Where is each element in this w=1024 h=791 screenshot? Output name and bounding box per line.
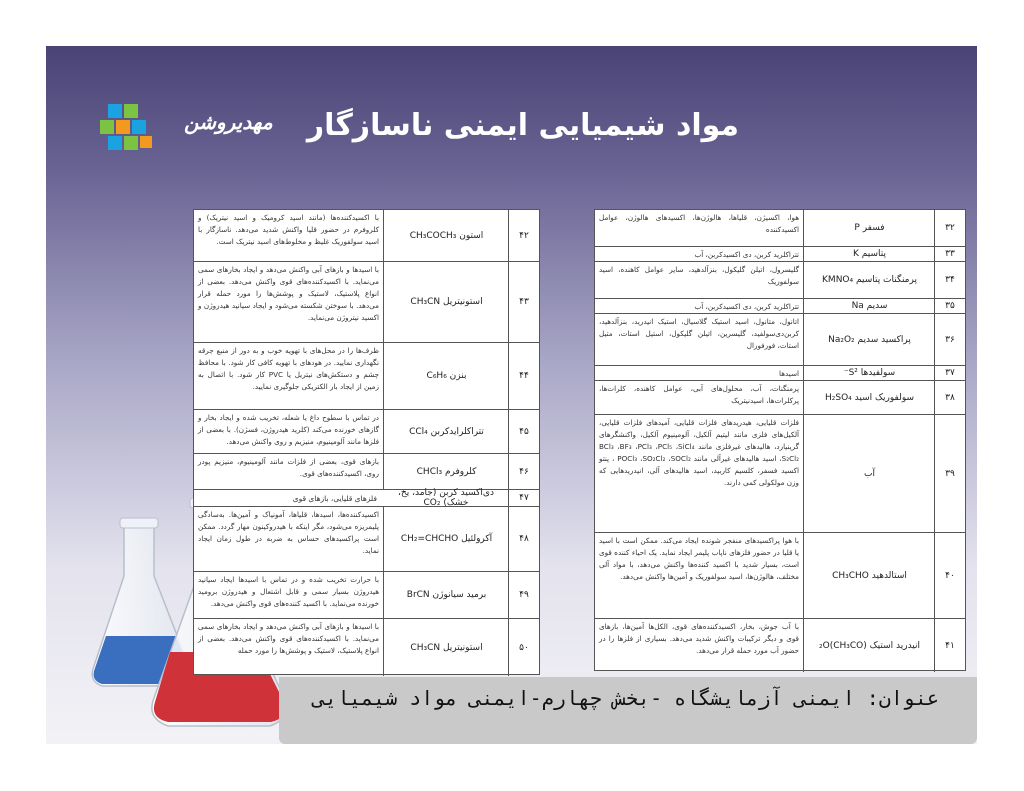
row-number: ۴۴ [508, 343, 539, 409]
row-number: ۳۲ [934, 210, 965, 246]
incompatible-materials: پرمنگنات، آب، محلول‌های آبی، عوامل کاهنده، کلرات‌ها، پرکلرات‌ها، اسیدنیتریک [599, 384, 799, 405]
incompatible-materials: با اکسیدکننده‌ها (مانند اسید کرومیک و اسید نیتریک) و کلروفرم در حضور قلیا واکنش شدید می‌دهد. ناسازگار با اسید سولفوریک غلیظ و مخلوط‌های اسید نیتریک است. [198, 213, 379, 246]
row-number: ۴۰ [934, 533, 965, 618]
table-row [595, 210, 965, 246]
row-number: ۴۶ [508, 454, 539, 489]
table-row [595, 313, 965, 365]
left-table [193, 209, 540, 675]
incompatible-materials: با هوا پراکسیدهای منفجر شونده ایجاد می‌کند. ممکن است با اسید یا قلیا در حضور فلزهای ناپاب پلیمر ایجاد نماید. یک احیاء کننده قوی است، بسیار شدید با اکسید کننده‌ها واکنش می‌دهد، با مواد آلی مختلف، هالوژن‌ها، اسید سولفوریک و آمین‌ها واکنش می‌دهد. [599, 536, 799, 581]
chemical-name: برمید سیانوژن BrCN [383, 572, 509, 618]
incompatible-materials: در تماس با سطوح داغ یا شعله، تخریب شده و ایجاد بخار و گازهای خورنده می‌کند (کلرید هیدروژن، فسژن). با بعضی از فلزها مانند آلومینیوم، منیزیم و روی واکنش می‌دهد. [198, 413, 379, 446]
row-number: ۳۴ [934, 262, 965, 298]
row-number: ۳۸ [934, 381, 965, 414]
chemical-name: بنزن C₆H₆ [383, 343, 509, 409]
table-row [194, 506, 539, 571]
row-number: ۴۳ [508, 262, 539, 342]
chemical-name: آب [803, 415, 935, 532]
chemical-name: انیدرید استیک (CH₃CO)₂O [803, 619, 935, 672]
chemical-name: سولفوریک اسید H₂SO₄ [803, 381, 935, 414]
table-row [595, 414, 965, 532]
chemical-name: پرمنگنات پتاسیم KMNO₄ [803, 262, 935, 298]
incompatible-materials: فلزهای قلیایی، بازهای قوی [292, 493, 377, 503]
table-row [194, 210, 539, 261]
table-row [194, 453, 539, 489]
row-number: ۴۱ [934, 619, 965, 672]
chemical-name: پراکسید سدیم Na₂O₂ [803, 314, 935, 365]
incompatible-materials: اسیدها [779, 369, 799, 378]
table-row [595, 532, 965, 618]
chemical-name: تتراکلرایدکربن CCl₄ [383, 410, 509, 453]
chemical-name: آکرولئیل CH₂=CHCHO [383, 507, 509, 571]
table-row [194, 261, 539, 342]
table-row [595, 380, 965, 414]
table-row [595, 298, 965, 313]
row-number: ۳۶ [934, 314, 965, 365]
row-number: ۳۹ [934, 415, 965, 532]
incompatible-materials: اتانول، متانول، اسید استیک گلاسیال، استیک انیدرید، بنزآلدهید، کربن‌دی‌سولفید، گلیسرین، اتیلن گلیکول، استیل استات، متیل استات، فورفورال [599, 317, 799, 350]
row-number: ۳۳ [934, 247, 965, 261]
row-number: ۴۹ [508, 572, 539, 618]
table-row [595, 261, 965, 298]
table-row [194, 489, 539, 506]
right-table [594, 209, 966, 671]
slide [46, 46, 977, 744]
footer-bar [279, 677, 977, 744]
incompatible-materials: اکسیدکننده‌ها، اسیدها، قلیاها، آمونیاک و آمین‌ها. به‌سادگی پلیمریزه می‌شود، مگر اینکه با هیدروکینون مهار گردد. ممکن است پراکسیدهای حساس به ضربه در طول زمان ایجاد نماید. [198, 510, 379, 555]
row-number: ۴۷ [508, 490, 539, 506]
incompatible-materials: بازهای قوی، بعضی از فلزات مانند آلومینیوم، منیزیم پودر روی، اکسیدکننده‌های قوی. [198, 457, 379, 478]
chemical-name: استونیتریل CH₃CN [383, 262, 509, 342]
chemical-name: استون CH₃COCH₃ [383, 210, 509, 261]
row-number: ۳۵ [934, 299, 965, 313]
incompatible-materials: ظرف‌ها را در محل‌های با تهویه خوب و به دور از منبع جرقه نگهداری نمایید. در هودهای با تهویه کافی کار شود. با محافظ چشم و دستکش‌های نیتریل یا PVC کار شود. با اتصال به زمین از ایجاد بار الکتریکی جلوگیری نمایید. [198, 346, 379, 391]
table-row [595, 365, 965, 380]
row-number: ۳۷ [934, 366, 965, 380]
chemical-name: استالدهید CH₃CHO [803, 533, 935, 618]
incompatible-materials: تتراکلرید کربن، دی اکسیدکربن، آب [694, 250, 799, 259]
table-row [194, 571, 539, 618]
table-row [595, 618, 965, 672]
row-number: ۴۵ [508, 410, 539, 453]
row-number: ۴۲ [508, 210, 539, 261]
row-number: ۵۰ [508, 619, 539, 676]
incompatible-materials: با اسیدها و بازهای آبی واکنش می‌دهد و ایجاد بخارهای سمی می‌نماید. با اکسیدکننده‌های قوی واکنش می‌دهد. بعضی از انواع پلاستیک، لاستیک و پوشش‌ها را مورد حمله [198, 622, 379, 655]
table-row [194, 342, 539, 409]
incompatible-materials: با اسیدها و بازهای آبی واکنش می‌دهد و ایجاد بخارهای سمی می‌نماید. با اکسیدکننده‌های قوی واکنش می‌دهد. بعضی از انواع پلاستیک، لاستیک و پوشش‌ها را مورد حمله قرار می‌دهد. با سوختن شکسته می‌شود و ایجاد سیانید هیدروژن و اکسید نیتروژن می‌نماید. [198, 265, 379, 322]
chemical-name: فسفر P [803, 210, 935, 246]
footer-text: عنوان: ایمنی آزمایشگاه -بخش چهارم-ایمنی مواد شیمیایی [312, 686, 940, 710]
incompatible-materials: با آب جوش، بخار، اکسیدکننده‌های قوی، الکل‌ها آمین‌ها، بازهای قوی و دیگر ترکیبات واکنش شدید می‌دهد. بسیاری از فلزها را در حضور آب مورد حمله قرار می‌دهد. [599, 622, 799, 655]
chemical-name: کلروفرم CHCl₃ [383, 454, 509, 489]
chemical-name: پتاسیم K [803, 247, 935, 261]
chemical-name: دی‌اکسید کربن (جامد، یخ، خشک) CO₂ [398, 488, 494, 508]
chemical-name: سدیم Na [803, 299, 935, 313]
slide-title: مواد شیمیایی ایمنی ناسازگار [306, 108, 739, 143]
row-number: ۴۸ [508, 507, 539, 571]
table-row [194, 618, 539, 676]
incompatible-materials: گلیسرول، اتیلن گلیکول، بنزآلدهید، سایر عوامل کاهنده، اسید سولفوریک [599, 265, 799, 286]
incompatible-materials: هوا، اکسیژن، قلیاها، هالوژن‌ها، اکسیدهای هالوژن، عوامل اکسیدکننده [599, 213, 799, 234]
logo-text: مهدیروشن [184, 110, 273, 134]
logo [98, 100, 273, 164]
incompatible-materials: با حرارت تخریب شده و در تماس با اسیدها ایجاد سیانید هیدروژن بسیار سمی و قابل اشتعال و هیدروژن برومید خورنده می‌نماید. با اکسید کننده‌های قوی واکنش می‌دهد. [198, 575, 379, 608]
incompatible-materials: تتراکلرید کربن، دی اکسیدکربن، آب [694, 302, 799, 311]
chemical-name: استونیتریل CH₃CN [383, 619, 509, 676]
table-row [595, 246, 965, 261]
table-row [194, 409, 539, 453]
chemical-name: سولفیدها S²⁻ [803, 366, 935, 380]
logo-mark-icon [98, 100, 168, 164]
incompatible-materials: فلزات قلیایی، هیدریدهای فلزات قلیایی، آمیدهای فلزات قلیایی، آلکیل‌های فلزی مانند لیتیم آلکیل، آلومینیوم آلکیل، واکنشگرهای گرینیارد، هالیدهای غیرفلزی مانند BCl₃ ،BF₃ ،PCl₃ ،PCl₅ ،SiCl₄ ،S₂Cl₂ اسید هالیدهای غیرآلی مانند POCl₃ ،SO₂Cl₂ ،SOCl₂ ، پنتو اکسید فسفر، کلسیم کاربید، اسید هالیدهای آلی، انیدریدهایی که وزن مولکولی کمی دارند. [599, 418, 799, 487]
